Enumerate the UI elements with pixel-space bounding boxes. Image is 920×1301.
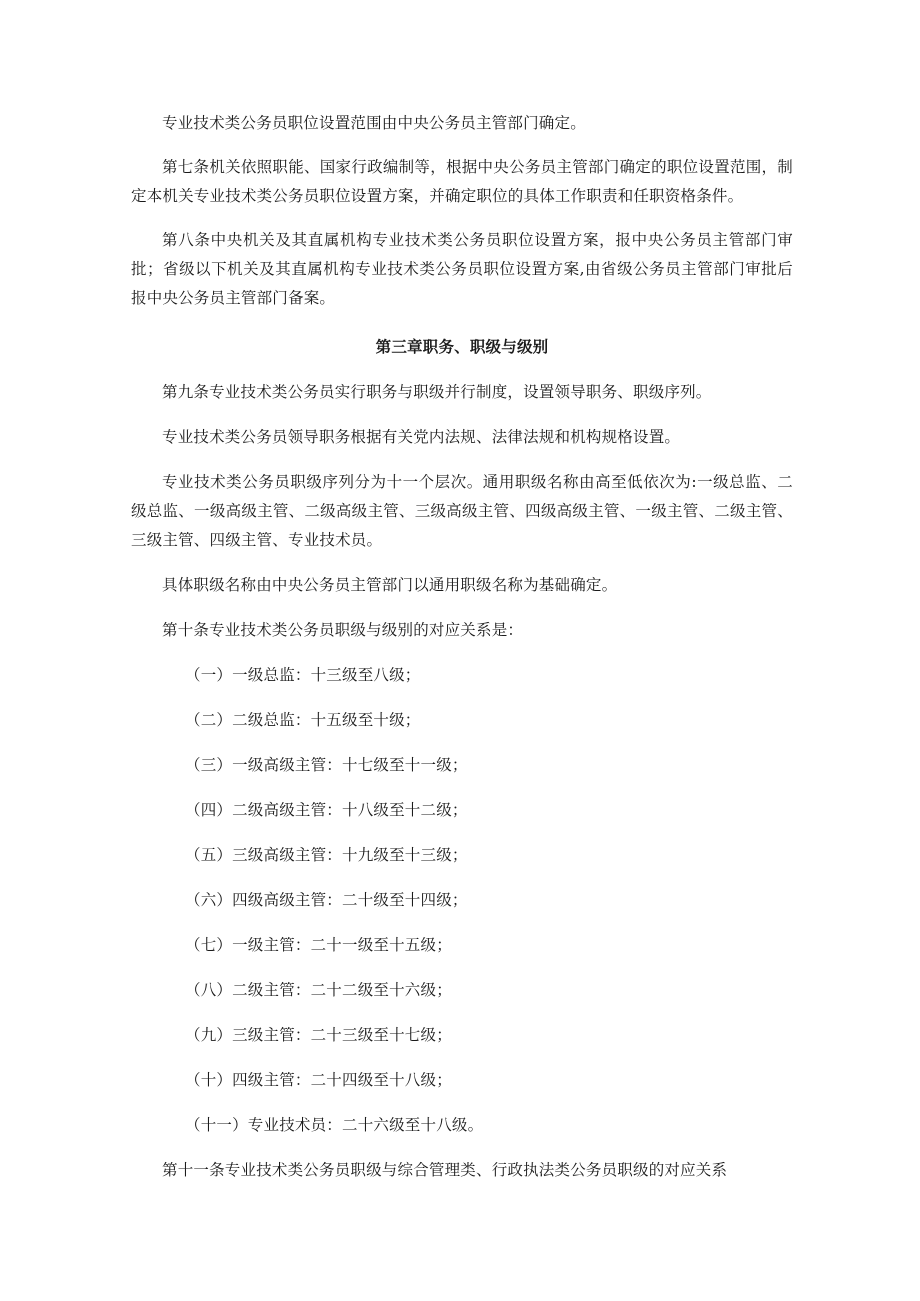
grade-list-item: （九）三级主管：二十三级至十七级；: [185, 1026, 452, 1044]
grade-list-item: （十）四级主管：二十四级至十八级；: [185, 1071, 452, 1089]
grade-list-item: （七）一级主管：二十一级至十五级；: [185, 936, 452, 954]
paragraph-article-11: 第十一条专业技术类公务员职级与综合管理类、行政执法类公务员职级的对应关系: [162, 1161, 728, 1179]
paragraph-leadership-positions: 专业技术类公务员领导职务根据有关党内法规、法律法规和机构规格设置。: [162, 428, 681, 446]
paragraph-job-scope: 专业技术类公务员职位设置范围由中央公务员主管部门确定。: [162, 114, 586, 132]
grade-list-item: （一）一级总监：十三级至八级；: [185, 666, 421, 684]
grade-list-item: （二）二级总监：十五级至十级；: [185, 711, 421, 729]
paragraph-article-7: 第七条机关依照职能、国家行政编制等，根据中央公务员主管部门确定的职位设置范围，制定本机关专业技术类公务员职位设置方案，并确定职位的具体工作职责和任职资格条件。: [131, 158, 793, 205]
grade-list-item: （八）二级主管：二十二级至十六级；: [185, 981, 452, 999]
grade-list-item: （六）四级高级主管：二十级至十四级；: [185, 891, 468, 909]
paragraph-grade-names: 具体职级名称由中央公务员主管部门以通用职级名称为基础确定。: [162, 576, 618, 594]
paragraph-article-9: 第九条专业技术类公务员实行职务与职级并行制度，设置领导职务、职级序列。: [162, 383, 712, 401]
grade-list-item: （三）一级高级主管：十七级至十一级；: [185, 756, 468, 774]
chapter-heading: 第三章职务、职级与级别: [375, 338, 549, 356]
paragraph-article-8: 第八条中央机关及其直属机构专业技术类公务员职位设置方案，报中央公务员主管部门审批；省级以下机关及其直属机构专业技术类公务员职位设置方案,由省级公务员主管部门审批后报中央公务员主管部门备案。: [131, 231, 793, 307]
document-body: [131, 109, 793, 1185]
paragraph-article-10: 第十条专业技术类公务员职级与级别的对应关系是：: [162, 621, 524, 639]
grade-list-item: （四）二级高级主管：十八级至十二级；: [185, 801, 468, 819]
paragraph-grade-sequence: 专业技术类公务员职级序列分为十一个层次。通用职级名称由高至低依次为:一级总监、二级总监、一级高级主管、二级高级主管、三级高级主管、四级高级主管、一级主管、二级主管、三级主管、四级主管、专业技术员。: [131, 473, 793, 549]
grade-list-item: （五）三级高级主管：十九级至十三级；: [185, 846, 468, 864]
grade-list-item: （十一）专业技术员：二十六级至十八级。: [185, 1116, 484, 1134]
